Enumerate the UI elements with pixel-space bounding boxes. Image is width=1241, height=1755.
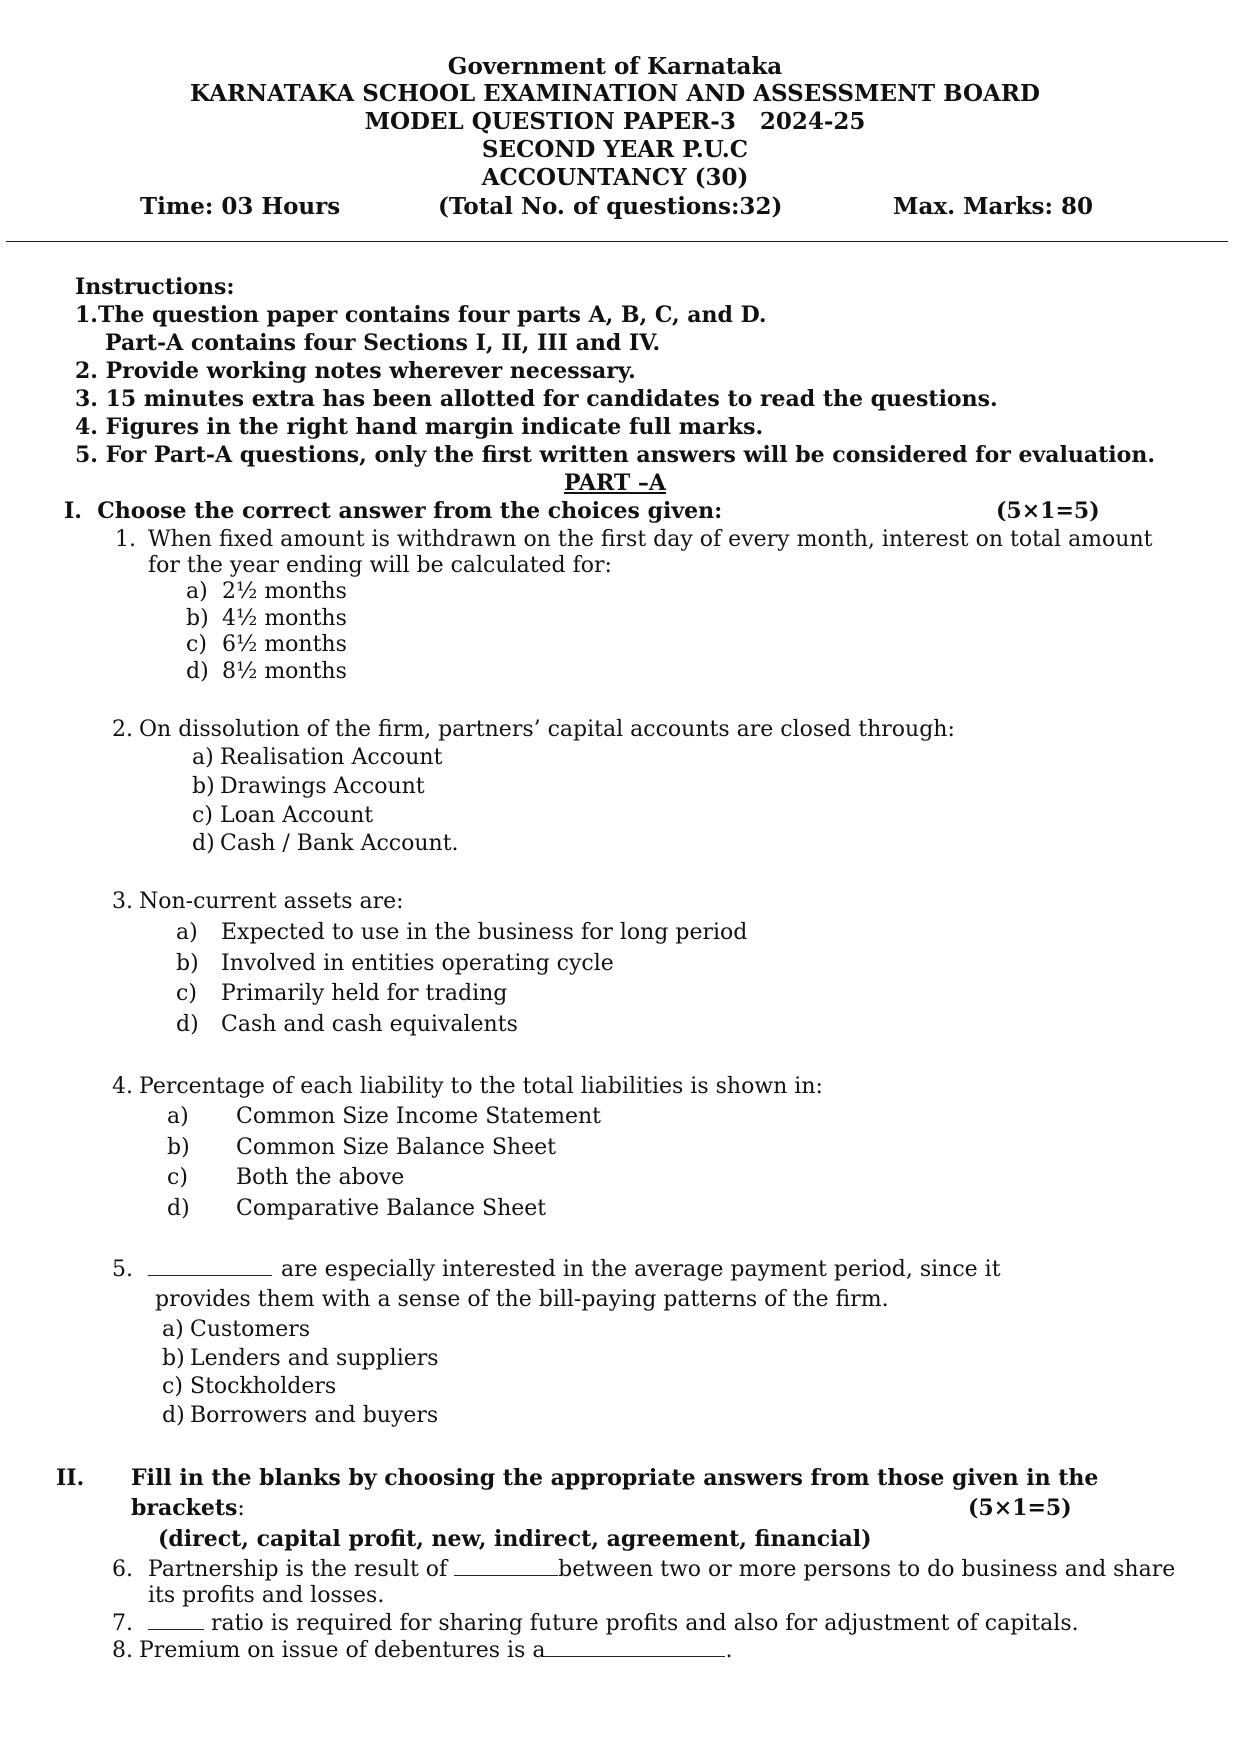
question-number: 6.: [112, 1557, 133, 1582]
question-text: for the year ending will be calculated for:: [148, 553, 612, 578]
question-text-after: between two or more persons to do business and share: [558, 1557, 1176, 1582]
section-2-colon: :: [237, 1496, 245, 1521]
question-text: When fixed amount is withdrawn on the first day of every month, interest on total amount: [148, 527, 1153, 552]
section-2-choices: (direct, capital profit, new, indirect, agreement, financial): [158, 1526, 872, 1552]
header-max-marks: Max. Marks: 80: [893, 193, 1093, 220]
option-letter: d): [192, 831, 215, 856]
answer-blank: [545, 1638, 725, 1657]
header-paper-title: MODEL QUESTION PAPER-3 2024-25: [364, 108, 866, 135]
option-letter: b): [192, 774, 215, 799]
question-number: 8.: [112, 1638, 133, 1663]
option-text: Comparative Balance Sheet: [236, 1196, 547, 1221]
section-2-marks: (5×1=5): [968, 1495, 1072, 1521]
option-text: Common Size Balance Sheet: [236, 1135, 556, 1160]
question-text-before: Partnership is the result of: [148, 1557, 455, 1582]
section-2-heading-brackets: brackets: [131, 1495, 238, 1521]
option-letter: a): [192, 745, 214, 770]
header-class: SECOND YEAR P.U.C: [481, 136, 749, 163]
answer-blank: [454, 1557, 558, 1576]
question-blank: [148, 1257, 272, 1282]
option-text: Expected to use in the business for long period: [221, 920, 748, 945]
instruction-item: 1.The question paper contains four parts A, B, C, and D.: [75, 302, 767, 328]
header-subject: ACCOUNTANCY (30): [481, 164, 749, 191]
option-text: Both the above: [236, 1165, 405, 1190]
header-board: KARNATAKA SCHOOL EXAMINATION AND ASSESSMENT BOARD: [190, 80, 1040, 107]
question-text-after: .: [725, 1638, 733, 1663]
question-text: [139, 1638, 732, 1663]
question-number: 1.: [115, 527, 136, 552]
option-letter: c): [162, 1374, 183, 1399]
option-letter: a): [186, 579, 208, 604]
option-letter: b): [167, 1135, 190, 1160]
instruction-item: 3. 15 minutes extra has been allotted for candidates to read the questions.: [75, 386, 998, 412]
option-letter: b): [186, 606, 209, 631]
section-2-numeral: II.: [56, 1465, 85, 1491]
option-letter: d): [162, 1403, 185, 1428]
option-text: 8½ months: [222, 659, 347, 684]
question-text: Percentage of each liability to the total liabilities is shown in:: [139, 1074, 823, 1099]
part-a-title: PART –A: [563, 470, 666, 496]
option-letter: c): [176, 981, 197, 1006]
option-text: Realisation Account: [220, 745, 443, 770]
section-2-heading-line2: [131, 1495, 245, 1521]
question-text: [148, 1557, 1175, 1582]
question-text: [148, 1611, 1079, 1636]
option-text: 6½ months: [222, 632, 347, 657]
question-text: are especially interested in the average payment period, since it: [281, 1257, 1001, 1282]
option-text: Customers: [190, 1317, 311, 1342]
option-text: Borrowers and buyers: [190, 1403, 439, 1428]
option-letter: c): [186, 632, 207, 657]
option-text: 4½ months: [222, 606, 347, 631]
option-text: Primarily held for trading: [221, 981, 508, 1006]
option-letter: c): [167, 1165, 188, 1190]
question-text-after: ratio is required for sharing future profits and also for adjustment of capitals.: [204, 1611, 1079, 1636]
instruction-item: 4. Figures in the right hand margin indicate full marks.: [75, 414, 764, 440]
option-letter: b): [176, 951, 199, 976]
header-time: Time: 03 Hours: [140, 193, 341, 220]
instruction-item: 2. Provide working notes wherever necessary.: [75, 358, 636, 384]
option-letter: c): [192, 803, 213, 828]
option-text: Loan Account: [220, 803, 374, 828]
question-text: its profits and losses.: [148, 1583, 385, 1608]
option-letter: d): [167, 1196, 190, 1221]
section-2-heading: Fill in the blanks by choosing the appropriate answers from those given in the: [131, 1465, 1099, 1491]
option-text: Drawings Account: [220, 774, 425, 799]
instructions-title: Instructions:: [75, 274, 235, 300]
option-text: 2½ months: [222, 579, 347, 604]
option-letter: d): [186, 659, 209, 684]
question-number: 4.: [112, 1074, 133, 1099]
section-1-heading: I. Choose the correct answer from the choices given:: [64, 498, 723, 524]
header-government: Government of Karnataka: [447, 53, 783, 80]
option-letter: d): [176, 1012, 199, 1037]
question-number: 5.: [112, 1257, 133, 1282]
header-total-questions: (Total No. of questions:32): [438, 193, 783, 220]
question-text: Non-current assets are:: [139, 889, 404, 914]
answer-blank: [148, 1611, 204, 1630]
question-number: 3.: [112, 889, 133, 914]
option-text: Lenders and suppliers: [190, 1346, 439, 1371]
option-letter: a): [167, 1104, 189, 1129]
option-text: Cash and cash equivalents: [221, 1012, 518, 1037]
section-1-marks: (5×1=5): [996, 498, 1100, 524]
option-text: Involved in entities operating cycle: [221, 951, 614, 976]
question-number: 7.: [112, 1611, 133, 1636]
option-letter: a): [162, 1317, 184, 1342]
instruction-item: 5. For Part-A questions, only the first written answers will be considered for evaluation.: [75, 442, 1155, 468]
question-text: On dissolution of the firm, partners’ capital accounts are closed through:: [139, 717, 955, 742]
question-number: 2.: [112, 717, 133, 742]
question-text: provides them with a sense of the bill-paying patterns of the firm.: [155, 1287, 889, 1312]
option-letter: a): [176, 920, 198, 945]
option-text: Common Size Income Statement: [236, 1104, 601, 1129]
option-letter: b): [162, 1346, 185, 1371]
option-text: Stockholders: [190, 1374, 337, 1399]
question-text-before: Premium on issue of debentures is a: [139, 1638, 546, 1663]
header-divider: [6, 241, 1228, 242]
instruction-item: Part-A contains four Sections I, II, III and IV.: [105, 330, 661, 356]
option-text: Cash / Bank Account.: [220, 831, 459, 856]
